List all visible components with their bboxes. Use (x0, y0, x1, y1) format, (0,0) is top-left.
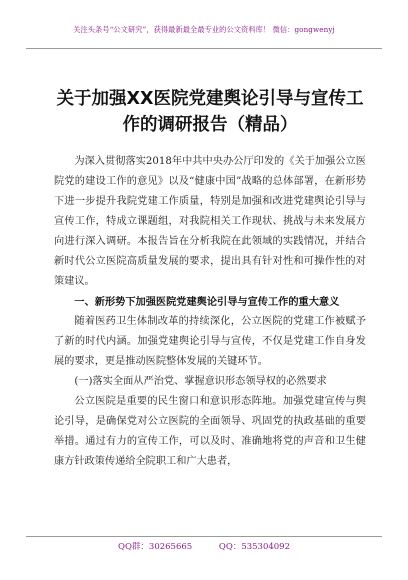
body-paragraph: 随着医药卫生体制改革的持续深化，公立医院的党建工作被赋予了新的时代内涵。加强党建舆论引导与宣传，不仅是党建工作自身发展的要求，更是推动医院整体发展的关键环节。 (54, 316, 366, 367)
document-title: 关于加强XX医院党建舆论引导与宣传工作的调研报告（精品） (56, 89, 364, 135)
body-paragraph: 公立医院是重要的民生窗口和意识形态阵地。加强党建宣传与舆论引导，是确保党对公立医院的全面领导、巩固党的执政基础的重要举措。通过有力的宣传工作，可以及时、准确地将党的声音和卫生健康方针政策传递给全院职工和广大患者， (54, 396, 366, 467)
document-body (54, 152, 366, 472)
subsection-heading-1: (一)落实全面从严治党、掌握意识形态领导权的必然要求 (74, 376, 327, 387)
footer-qq-group: QQ群：30265665 (117, 542, 193, 552)
header-promo-text: 关注头条号“公文研究”，获得最新最全最专业的公文资料库！ 微信：gongwenyj (73, 25, 335, 34)
footer-qq: QQ：535304092 (218, 542, 290, 552)
header-banner (26, 16, 382, 49)
footer-divider (26, 536, 382, 537)
footer (0, 540, 408, 552)
section-heading-1: 一、新形势下加强医院党建舆论引导与宣传工作的重大意义 (74, 296, 340, 308)
intro-paragraph: 为深入贯彻落实2018年中共中央办公厅印发的《关于加强公立医院党的建设工作的意见》以及“健康中国”战略的总体部署，在新形势下进一步提升我院党建工作质量，特别是加强和改进党建舆论引导与宣传工作，特成立课题组，对我院相关工作现状、挑战与未来发展方向进行深入调研。本报告旨在分析我院在此领域的实践情况，并结合新时代公立医院高质量发展的要求，提出具有针对性和可操作性的对策建议。 (54, 156, 366, 287)
